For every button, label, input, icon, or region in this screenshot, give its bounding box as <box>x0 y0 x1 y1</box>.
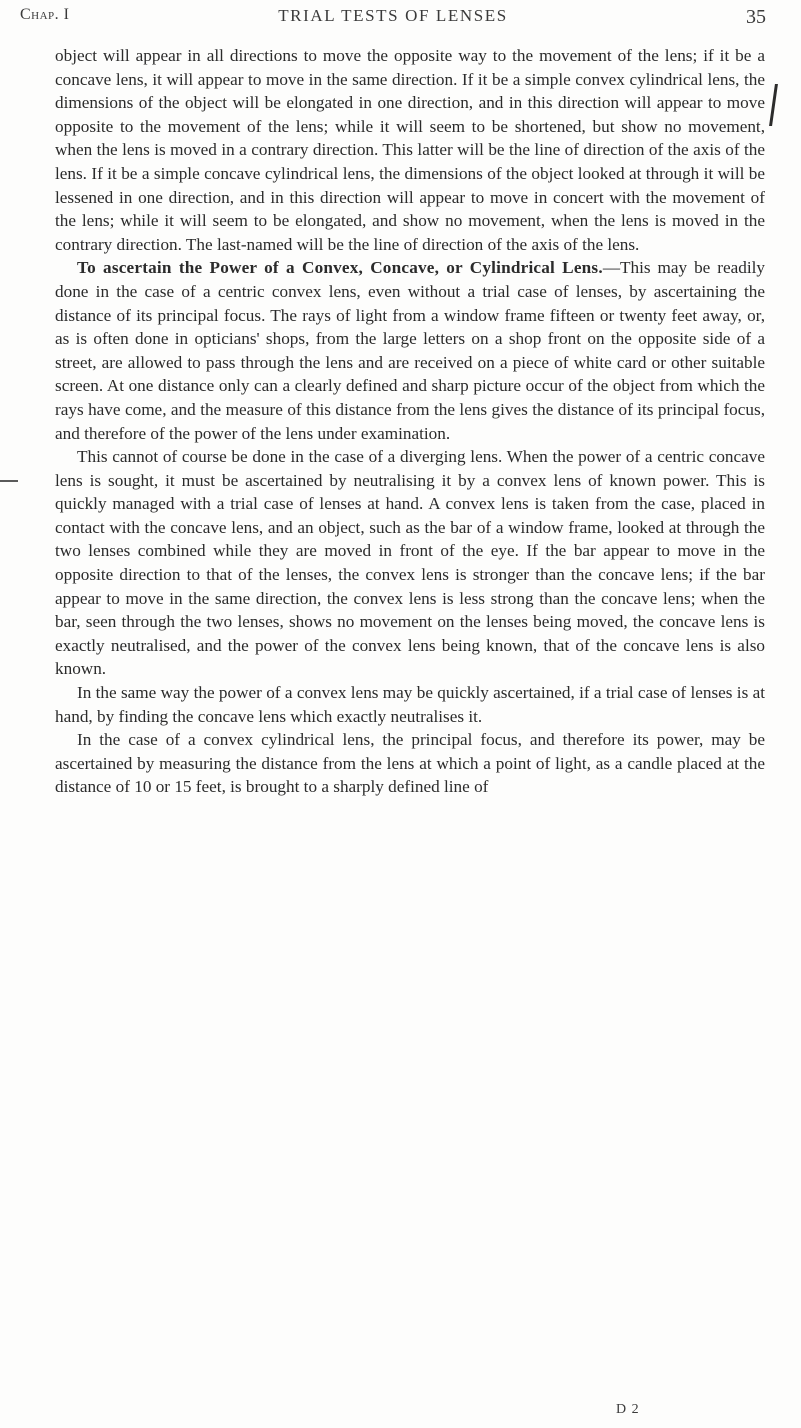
paragraph: In the same way the power of a convex lens may be quickly ascertained, if a trial case of lenses is at hand, by finding the concave lens which exactly neutralises it. <box>55 683 765 726</box>
signature-mark: D 2 <box>616 1402 640 1417</box>
paragraph <box>55 256 765 445</box>
margin-pencil-mark <box>769 84 778 126</box>
margin-dash-mark <box>0 480 18 482</box>
paragraph: In the case of a convex cylindrical lens, the principal focus, and therefore its power, may be ascertained by measuring the distance from the lens at which a point of light, as a candle placed at the distance of 10 or 15 feet, is brought to a sharply defined line of <box>55 730 765 797</box>
page-number: 35 <box>746 6 766 28</box>
running-head <box>20 6 766 34</box>
paragraph: object will appear in all directions to move the opposite way to the movement of the lens; if it be a concave lens, it will appear to move in the same direction. If it be a simple convex cylindrical lens, the dimensions of the object will be elongated in one direction, and in this direction will appear to move opposite to the movement of the lens; while it will seem to be shortened, but show no movement, when the lens is moved in a contrary direction. This latter will be the line of direction of the axis of the lens. If it be a simple concave cylindrical lens, the dimensions of the object looked at through it will be lessened in one direction, and in this direction will appear to move in concert with the movement of the lens; while it will seem to be elongated, and show no movement, when the lens is moved in the contrary direction. The last-named will be the line of direction of the axis of the lens. <box>55 46 765 254</box>
paragraph: This cannot of course be done in the case of a diverging lens. When the power of a centric concave lens is sought, it must be ascertained by neutralising it by a convex lens of known power. This is quickly managed with a trial case of lenses at hand. A convex lens is taken from the case, placed in contact with the concave lens, and an object, such as the bar of a window frame, looked at through the two lenses combined while they are moved in front of the eye. If the bar appear to move in the opposite direction to that of the lenses, the convex lens is stronger than the concave lens; if the bar appear to move in the same direction, the convex lens is less strong than the concave lens; when the bar, seen through the two lenses, shows no movement on the lenses being moved, the concave lens is exactly neutralised, and the power of the convex lens being known, that of the concave lens is also known. <box>55 447 765 679</box>
body-text <box>55 44 765 799</box>
section-heading: To ascertain the Power of a Convex, Concave, or Cylindrical Lens. <box>77 258 603 278</box>
chapter-label: Chap. I <box>20 6 70 23</box>
paragraph-text: —This may be readily done in the case of a centric convex lens, even without a trial case of lenses, by ascertaining the distance of its principal focus. The rays of light from a window frame fifteen or twenty feet away, or, as is often done in opticians' shops, from the large letters on a shop front on the opposite side of a street, are allowed to pass through the lens and are received on a piece of white card or other suitable screen. At one distance only can a clearly defined and sharp picture occur of the object from which the rays have come, and the measure of this distance from the lens gives the distance of its principal focus, and therefore of the power of the lens under examination. <box>55 258 765 443</box>
running-title: TRIAL TESTS OF LENSES <box>278 6 508 25</box>
